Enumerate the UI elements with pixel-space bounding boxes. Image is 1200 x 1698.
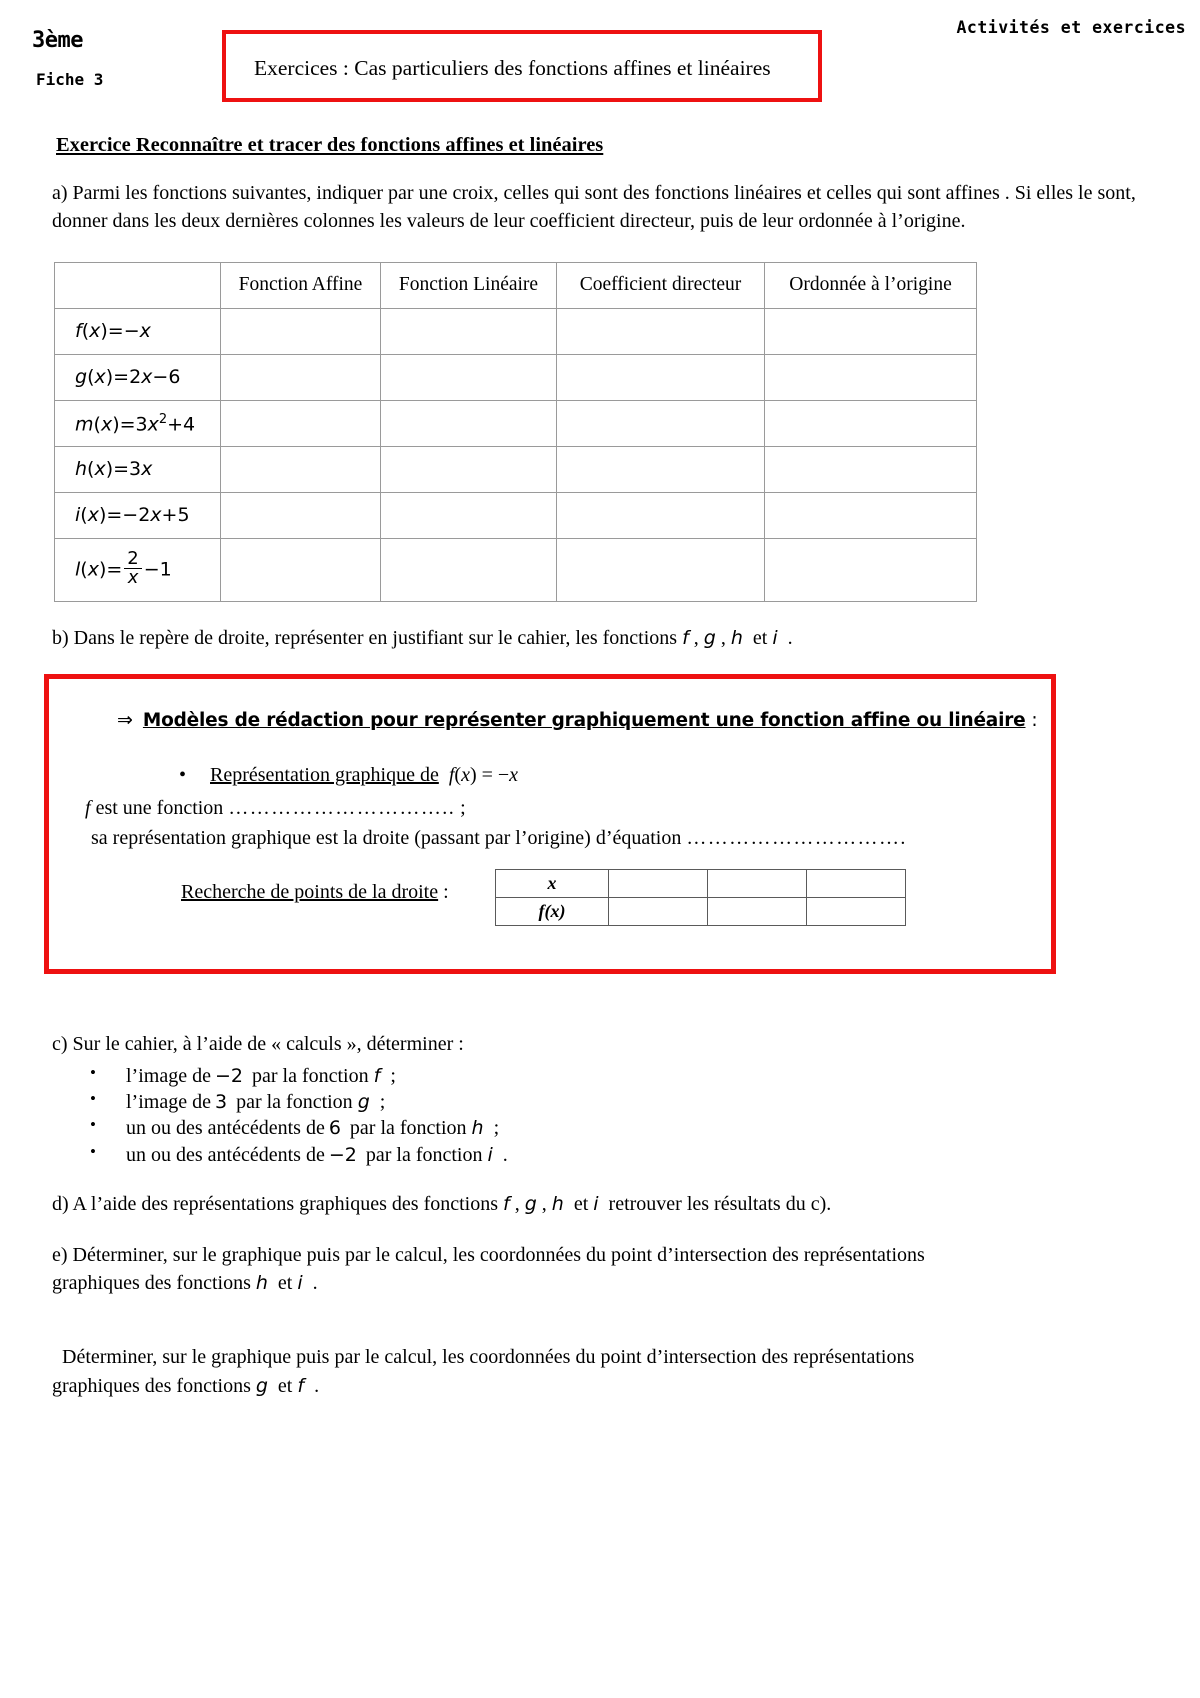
item-end: ; [390, 1064, 396, 1087]
points-table-cell-x3[interactable] [807, 870, 906, 898]
grade-label: 3ème [32, 28, 83, 53]
page-title: Exercices : Cas particuliers des fonctions affines et linéaires [254, 56, 771, 80]
question-f-line2-prefix: graphiques des fonctions [52, 1374, 251, 1397]
question-b-prefix: b) Dans le repère de droite, représenter en justifiant sur le cahier, les fonctions [52, 626, 678, 649]
col-head-ordonnee-origine: Ordonnée à l’origine [765, 262, 977, 308]
item-text-mid: par la fonction [349, 1117, 467, 1140]
model-heading-row [117, 709, 1038, 731]
cell-ordonnee-g[interactable] [765, 354, 977, 400]
list-item [90, 1142, 1148, 1168]
title-box [222, 30, 822, 102]
fn-ref-g: g [524, 1193, 537, 1216]
table-row [55, 354, 977, 400]
points-table-cell-fx3[interactable] [807, 898, 906, 926]
model-bullet-formula: f(x) = −x [448, 764, 519, 787]
table-row [55, 538, 977, 601]
item-value: −2 [214, 1064, 243, 1087]
model-red-box [44, 674, 1056, 974]
model-line-fonction [85, 797, 466, 820]
fn-ref-h: h [471, 1117, 484, 1140]
points-table-row-fx [496, 898, 906, 926]
functions-table [54, 262, 977, 602]
question-d-text [52, 1190, 1148, 1218]
col-head-coefficient-directeur: Coefficient directeur [557, 262, 765, 308]
model-line1-suffix: ; [460, 797, 466, 820]
item-text-before: l’image de [126, 1090, 211, 1113]
comma: , [693, 626, 699, 649]
model-line2-dots: …………………………. [686, 827, 907, 850]
cell-affine-h[interactable] [221, 446, 381, 492]
cell-affine-g[interactable] [221, 354, 381, 400]
table-row [55, 446, 977, 492]
table-row [55, 400, 977, 446]
function-cell-h: h(x)=3x [55, 446, 221, 492]
model-line-equation [91, 827, 907, 850]
conj-et: et [573, 1193, 589, 1216]
corner-label: Activités et exercices [956, 18, 1186, 37]
model-heading: Modèles de rédaction pour représenter graphiquement une fonction affine ou linéaire [142, 710, 1026, 732]
fn-ref-f: f [373, 1064, 381, 1087]
fn-ref-g: g [703, 626, 716, 649]
fn-ref-f: f [85, 797, 91, 820]
points-table-cell-x2[interactable] [708, 870, 807, 898]
cell-ordonnee-m[interactable] [765, 400, 977, 446]
item-value: −2 [328, 1143, 357, 1166]
cell-ordonnee-l[interactable] [765, 538, 977, 601]
function-cell-l: l(x)= $\frac{2}{x}$ −1 [55, 538, 221, 601]
cell-coefficient-g[interactable] [557, 354, 765, 400]
item-text-mid: par la fonction [251, 1064, 369, 1087]
cell-coefficient-m[interactable] [557, 400, 765, 446]
cell-coefficient-h[interactable] [557, 446, 765, 492]
item-text-mid: par la fonction [365, 1143, 483, 1166]
points-table-row-x [496, 870, 906, 898]
recherche-points-label [181, 881, 449, 904]
period: . [787, 626, 793, 649]
spacer [52, 974, 1148, 1012]
page-header [0, 0, 1200, 118]
question-c-list [52, 1063, 1148, 1169]
col-head-fonction-lineaire: Fonction Linéaire [381, 262, 557, 308]
fn-ref-h: h [255, 1271, 268, 1294]
question-e-text [52, 1241, 1148, 1298]
spacer [52, 1297, 1148, 1321]
model-line1-text: est une fonction [95, 797, 224, 820]
fn-ref-f: f [503, 1193, 510, 1216]
model-bullet-row [179, 764, 518, 787]
points-table [495, 869, 906, 926]
points-table-cell-fx1[interactable] [609, 898, 708, 926]
fn-ref-i: i [297, 1271, 303, 1294]
fn-ref-g: g [255, 1374, 268, 1397]
comma: , [720, 626, 726, 649]
cell-ordonnee-h[interactable] [765, 446, 977, 492]
col-head-empty [55, 262, 221, 308]
conj-et: et [752, 626, 768, 649]
list-item [90, 1089, 1148, 1115]
fn-ref-g: g [357, 1090, 370, 1113]
item-value: 6 [328, 1117, 341, 1140]
cell-affine-i[interactable] [221, 492, 381, 538]
cell-affine-m[interactable] [221, 400, 381, 446]
page-content [0, 134, 1200, 1400]
item-end: . [502, 1143, 508, 1166]
list-item [90, 1115, 1148, 1141]
period: . [312, 1271, 318, 1294]
model-heading-suffix: : [1031, 710, 1038, 732]
fn-ref-f: f [682, 626, 689, 649]
fn-ref-i: i [593, 1193, 599, 1216]
item-text-before: un ou des antécédents de [126, 1143, 325, 1166]
points-table-cell-x1[interactable] [609, 870, 708, 898]
model-line2-text: sa représentation graphique est la droite (passant par l’origine) d’équation [91, 827, 682, 850]
model-bullet-label: Représentation graphique de [210, 764, 439, 787]
bullet-dot-icon: • [179, 764, 187, 787]
item-text-mid: par la fonction [236, 1090, 353, 1113]
question-d-prefix: d) A l’aide des représentations graphiques des fonctions [52, 1193, 498, 1216]
list-item [90, 1063, 1148, 1089]
item-end: ; [379, 1090, 386, 1113]
fn-ref-f: f [297, 1374, 305, 1397]
comma: , [541, 1193, 547, 1216]
question-e-line2-prefix: graphiques des fonctions [52, 1271, 251, 1294]
fn-ref-h: h [730, 626, 743, 649]
cell-affine-f[interactable] [221, 308, 381, 354]
cell-lineaire-f[interactable] [381, 308, 557, 354]
function-cell-g: g(x)=2x−6 [55, 354, 221, 400]
cell-lineaire-i[interactable] [381, 492, 557, 538]
table-row [55, 492, 977, 538]
points-table-cell-fx2[interactable] [708, 898, 807, 926]
fn-ref-i: i [772, 626, 778, 649]
table-header-row [55, 262, 977, 308]
table-row [55, 308, 977, 354]
cell-ordonnee-f[interactable] [765, 308, 977, 354]
points-table-label-fx: f(x) [496, 898, 609, 926]
cell-coefficient-l[interactable] [557, 538, 765, 601]
question-e-line1: e) Déterminer, sur le graphique puis par le calcul, les coordonnées du point d’intersection des représentations [52, 1243, 925, 1266]
double-arrow-icon: ⇒ [117, 709, 133, 732]
item-end: ; [493, 1117, 500, 1140]
model-line1-dots: ………………………….. [228, 797, 456, 820]
period: . [314, 1374, 320, 1397]
conj-et: et [277, 1271, 293, 1294]
conj-et: et [277, 1374, 293, 1397]
cell-affine-l[interactable] [221, 538, 381, 601]
cell-lineaire-h[interactable] [381, 446, 557, 492]
fn-ref-h: h [551, 1193, 564, 1216]
item-text-before: un ou des antécédents de [126, 1117, 325, 1140]
function-cell-f: f(x)=−x [55, 308, 221, 354]
cell-ordonnee-i[interactable] [765, 492, 977, 538]
question-d-suffix: retrouver les résultats du c). [608, 1193, 832, 1216]
function-cell-i: i(x)=−2x+5 [55, 492, 221, 538]
question-c-intro: c) Sur le cahier, à l’aide de « calculs », déterminer : [52, 1033, 464, 1056]
cell-lineaire-g[interactable] [381, 354, 557, 400]
cell-coefficient-f[interactable] [557, 308, 765, 354]
comma: , [514, 1193, 520, 1216]
cell-coefficient-i[interactable] [557, 492, 765, 538]
sheet-label: Fiche 3 [36, 70, 104, 89]
question-b-text [52, 624, 1148, 652]
question-f-text [52, 1343, 1148, 1400]
item-text-before: l’image de [126, 1064, 211, 1087]
recherche-points-suffix: : [443, 881, 449, 904]
item-value: 3 [214, 1090, 228, 1113]
cell-lineaire-m[interactable] [381, 400, 557, 446]
question-f-line1: Déterminer, sur le graphique puis par le calcul, les coordonnées du point d’intersection des représentations [62, 1346, 915, 1369]
col-head-fonction-affine: Fonction Affine [221, 262, 381, 308]
points-table-label-x: x [496, 870, 609, 898]
recherche-points-text: Recherche de points de la droite [181, 881, 439, 904]
exercise-heading: Exercice Reconnaître et tracer des fonctions affines et linéaires [56, 134, 604, 156]
question-a-text: a) Parmi les fonctions suivantes, indiquer par une croix, celles qui sont des fonctions linéaires et celles qui sont affines . Si elles le sont, donner dans les deux dernières colonnes les valeurs de leur coefficient directeur, puis de leur ordonnée à l’origine. [52, 182, 1136, 233]
fn-ref-i: i [487, 1143, 493, 1166]
function-cell-m: $m(x)=3x^2+4$ [55, 400, 221, 446]
cell-lineaire-l[interactable] [381, 538, 557, 601]
